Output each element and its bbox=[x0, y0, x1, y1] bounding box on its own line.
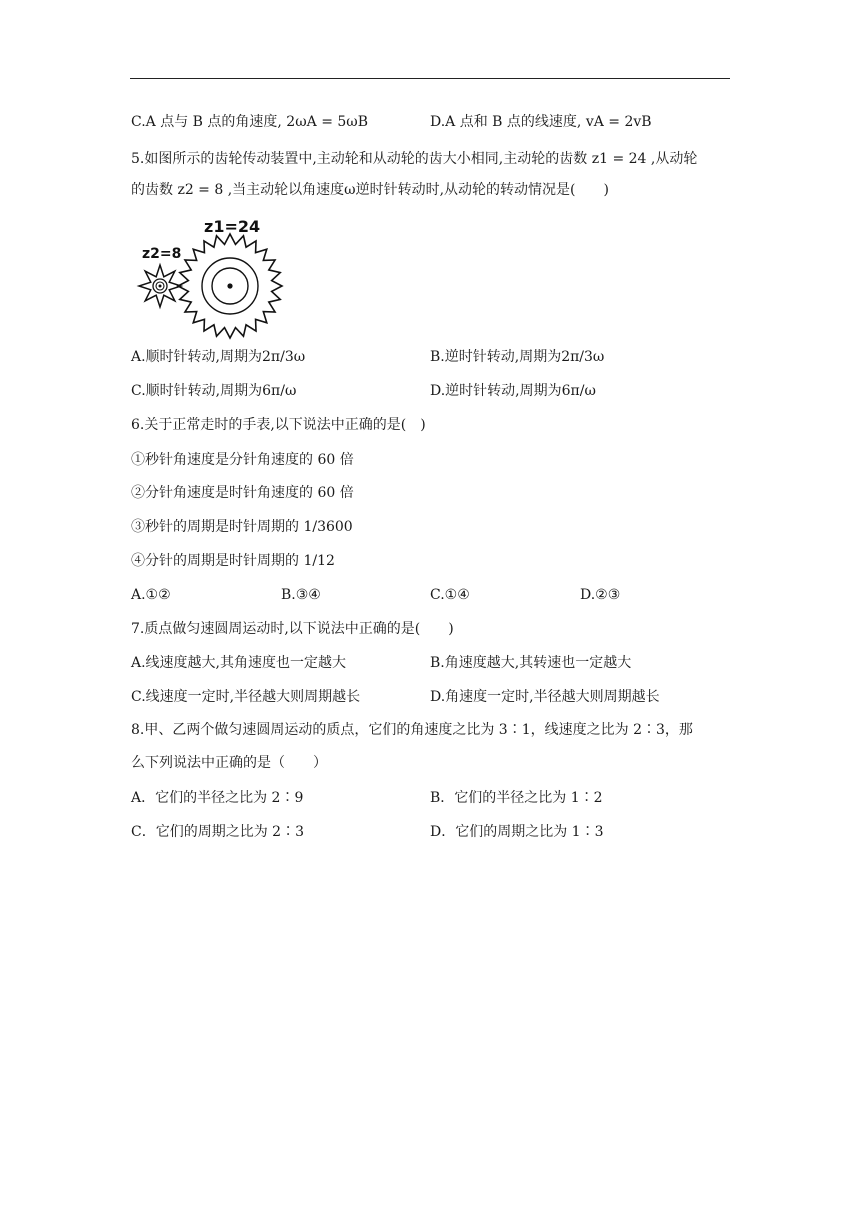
small-gear-icon bbox=[139, 265, 181, 307]
large-gear-label: z1=24 bbox=[204, 217, 261, 236]
q5-stem-line2: 的齿数 z2 = 8 ,当主动轮以角速度ω逆时针转动时,从动轮的转动情况是( ) bbox=[131, 182, 609, 198]
q5-option-a: A.顺时针转动,周期为2π/3ω bbox=[131, 349, 306, 365]
q6-statement-2: ②分针角速度是时针角速度的 60 倍 bbox=[131, 485, 354, 501]
q6-stem: 6.关于正常走时的手表,以下说法中正确的是( ) bbox=[131, 417, 426, 433]
q7-stem: 7.质点做匀速圆周运动时,以下说法中正确的是( ) bbox=[131, 621, 454, 637]
q7-option-b: B.角速度越大,其转速也一定越大 bbox=[430, 655, 632, 671]
q5-stem-line1: 5.如图所示的齿轮传动装置中,主动轮和从动轮的齿大小相同,主动轮的齿数 z1 = 24 ,从动轮 bbox=[131, 151, 698, 167]
q5-option-b: B.逆时针转动,周期为2π/3ω bbox=[430, 349, 605, 365]
q5-option-d: D.逆时针转动,周期为6π/ω bbox=[430, 383, 596, 399]
q8-option-d: D．它们的周期之比为 1∶3 bbox=[430, 824, 604, 840]
q6-statement-1: ①秒针角速度是分针角速度的 60 倍 bbox=[131, 452, 354, 468]
q7-option-a: A.线速度越大,其角速度也一定越大 bbox=[131, 655, 347, 671]
header-rule bbox=[130, 78, 730, 79]
q6-option-d: D.②③ bbox=[580, 587, 621, 603]
q8-option-b: B．它们的半径之比为 1∶2 bbox=[430, 790, 603, 806]
q5-option-c: C.顺时针转动,周期为6π/ω bbox=[131, 383, 297, 399]
q6-statement-3: ③秒针的周期是时针周期的 1/3600 bbox=[131, 519, 353, 535]
q4-option-d: D.A 点和 B 点的线速度, vA = 2vB bbox=[430, 114, 652, 130]
q7-option-d: D.角速度一定时,半径越大则周期越长 bbox=[430, 689, 660, 705]
q8-stem-line2: 么下列说法中正确的是（ ） bbox=[131, 755, 327, 771]
q4-option-c: C.A 点与 B 点的角速度, 2ωA = 5ωB bbox=[131, 114, 368, 130]
q6-option-c: C.①④ bbox=[430, 587, 470, 603]
large-gear-icon bbox=[178, 234, 282, 338]
q8-option-c: C．它们的周期之比为 2∶3 bbox=[131, 824, 304, 840]
small-gear-label: z2=8 bbox=[142, 246, 182, 262]
q6-statement-4: ④分针的周期是时针周期的 1/12 bbox=[131, 553, 335, 569]
q7-option-c: C.线速度一定时,半径越大则周期越长 bbox=[131, 689, 361, 705]
q6-option-b: B.③④ bbox=[281, 587, 321, 603]
q6-option-a: A.①② bbox=[131, 587, 171, 603]
gear-figure bbox=[134, 212, 284, 342]
q8-option-a: A．它们的半径之比为 2∶9 bbox=[131, 790, 304, 806]
q8-stem-line1: 8.甲、乙两个做匀速圆周运动的质点，它们的角速度之比为 3∶1，线速度之比为 2∶3，那 bbox=[131, 722, 693, 738]
